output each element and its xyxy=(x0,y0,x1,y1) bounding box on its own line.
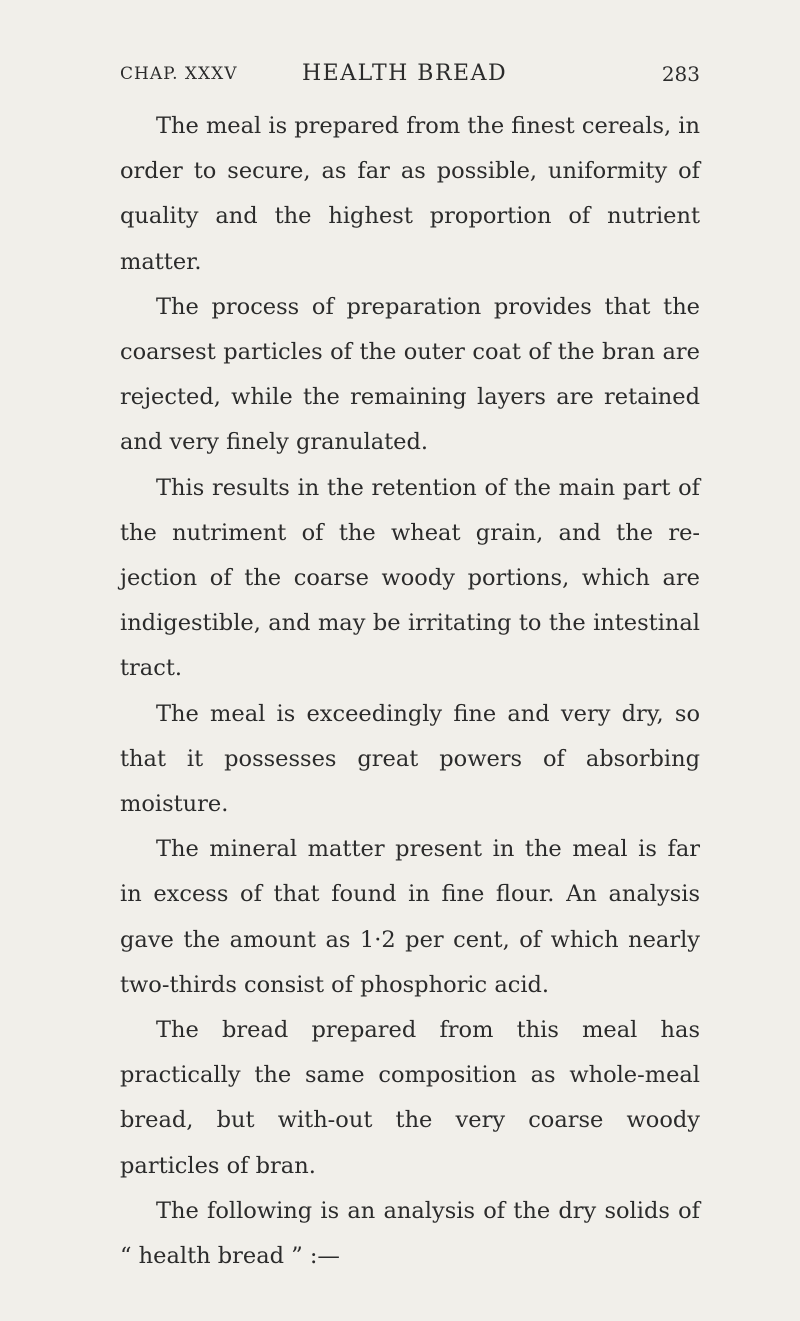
paragraph-fineness: The meal is exceedingly fine and very dry, so that it possesses great powers of absorbing moisture. xyxy=(120,700,700,818)
running-head xyxy=(120,60,700,88)
paragraph-retention: This results in the retention of the main part of the nutriment of the wheat grain, and the re-jection of the coarse woody portions, which are indigestible, and may be irritating to the intestinal tract. xyxy=(120,474,700,682)
paragraph-bread-composition: The bread prepared from this meal has practically the same composition as whole-meal bread, but with-out the very coarse woody particles of bran. xyxy=(120,1017,700,1179)
paragraph-process: The process of preparation provides that the coarsest particles of the outer coat of the bran are rejected, while the remaining layers are retained and very finely granulated. xyxy=(120,293,700,456)
page-number: 283 xyxy=(661,62,700,86)
chapter-label: CHAP. XXXV xyxy=(120,64,238,84)
paragraph-analysis-intro: The following is an analysis of the dry solids of “ health bread ” :— xyxy=(120,1197,700,1270)
body-text xyxy=(120,104,700,1279)
paragraph-mineral-matter: The mineral matter present in the meal is far in excess of that found in fine flour. An analysis gave the amount as 1·2 per cent, of which nearly two-thirds consist of phosphoric acid. xyxy=(120,836,700,998)
page-title: HEALTH BREAD xyxy=(302,61,508,86)
paragraph-meal-preparation: The meal is prepared from the finest cereals, in order to secure, as far as possible, uniformity of quality and the highest proportion of nutrient matter. xyxy=(120,113,700,275)
